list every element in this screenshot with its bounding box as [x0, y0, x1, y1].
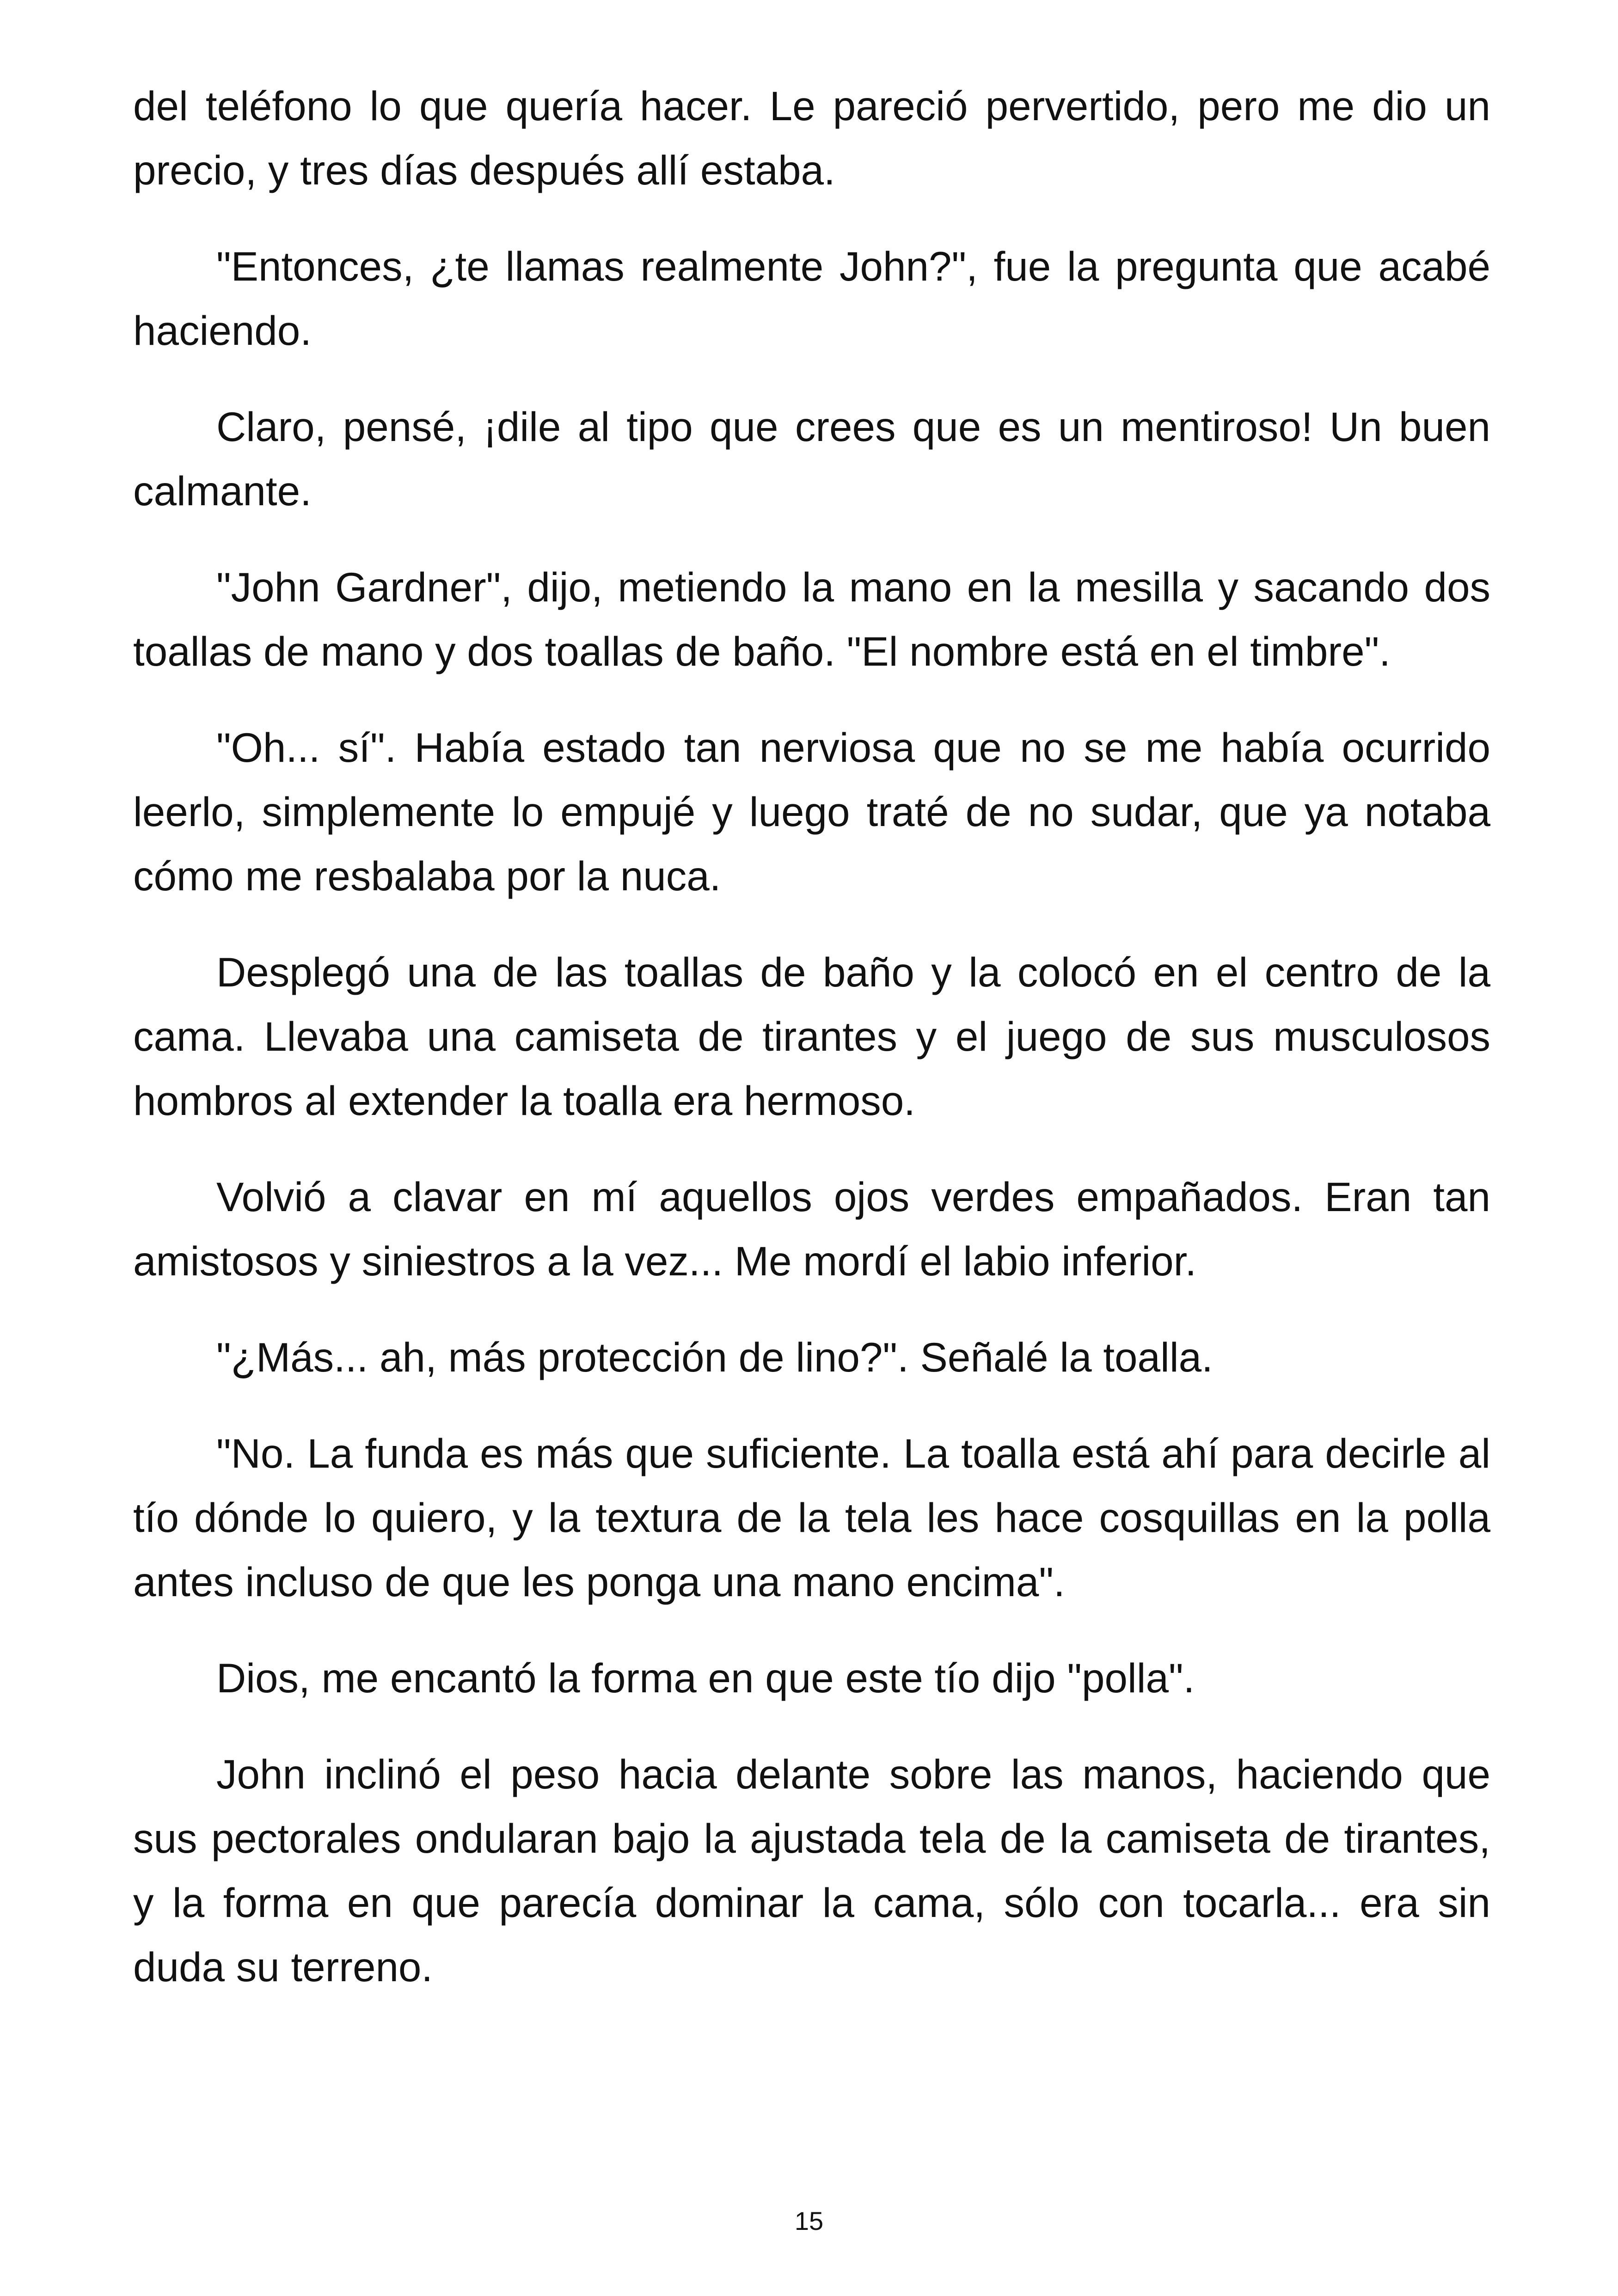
- paragraph-6: Desplegó una de las toallas de baño y la colocó en el centro de la cama. Llevaba una camiseta de tirantes y el juego de sus musculosos hombros al extender la toalla era hermoso.: [133, 949, 1490, 1124]
- paragraph-1: del teléfono lo que quería hacer. Le pareció pervertido, pero me dio un precio, y tres días después allí estaba.: [133, 83, 1490, 193]
- paragraph-9: "No. La funda es más que suficiente. La toalla está ahí para decirle al tío dónde lo quiero, y la textura de la tela les hace cosquillas en la polla antes incluso de que les ponga una mano encima".: [133, 1430, 1490, 1605]
- paragraph-4: "John Gardner", dijo, metiendo la mano en la mesilla y sacando dos toallas de mano y dos toallas de baño. "El nombre está en el timbre".: [133, 564, 1490, 674]
- page-number: 15: [794, 2206, 824, 2235]
- paragraph-8: "¿Más... ah, más protección de lino?". Señalé la toalla.: [216, 1334, 1213, 1380]
- paragraph-11: John inclinó el peso hacia delante sobre las manos, haciendo que sus pectorales ondularan bajo la ajustada tela de la camiseta de tirantes, y la forma en que parecía dominar la cama, sólo con tocarla... era sin duda su terreno.: [133, 1751, 1490, 1990]
- paragraph-10: Dios, me encantó la forma en que este tío dijo "polla".: [216, 1655, 1195, 1701]
- paragraph-5: "Oh... sí". Había estado tan nerviosa que no se me había ocurrido leerlo, simplemente lo empujé y luego traté de no sudar, que ya notaba cómo me resbalaba por la nuca.: [133, 724, 1490, 899]
- paragraph-2: "Entonces, ¿te llamas realmente John?", fue la pregunta que acabé haciendo.: [133, 243, 1490, 354]
- paragraph-7: Volvió a clavar en mí aquellos ojos verdes empañados. Eran tan amistosos y siniestros a la vez... Me mordí el labio inferior.: [133, 1174, 1490, 1284]
- document-body: [133, 74, 1490, 2182]
- paragraph-3: Claro, pensé, ¡dile al tipo que crees que es un mentiroso! Un buen calmante.: [133, 404, 1490, 514]
